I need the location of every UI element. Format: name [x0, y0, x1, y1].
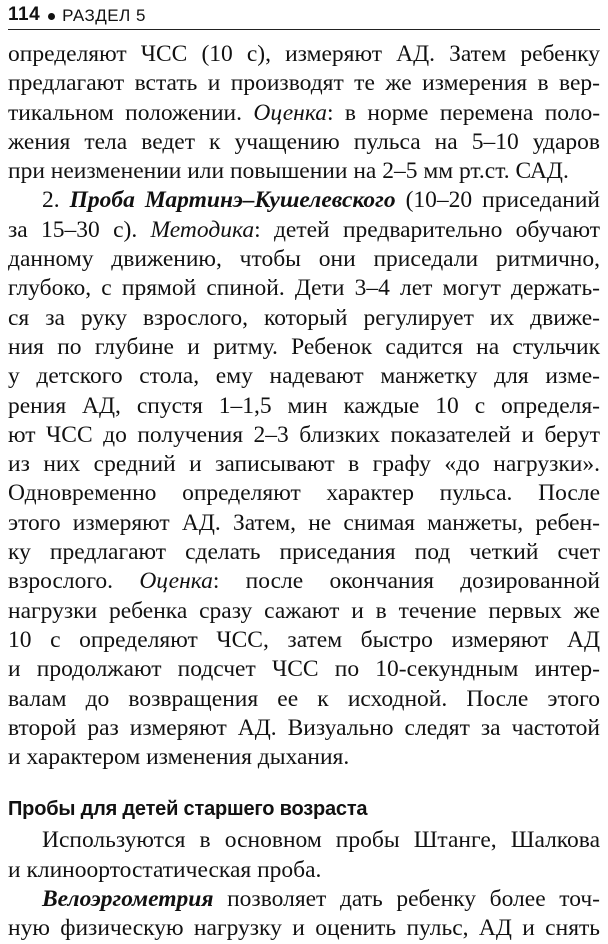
text-line: предлагают встать и производят те же измерения в вер- — [8, 70, 600, 97]
section-label: РАЗДЕЛ 5 — [62, 6, 146, 25]
page-header — [8, 6, 600, 30]
test-title: Проба Мартинэ–Кушелевского — [69, 187, 396, 214]
text-line: тикальном положении. Оценка: в норме перемена поло- — [8, 99, 601, 126]
text-line: определяют ЧСС (10 с), измеряют АД. Затем ребенку — [8, 41, 600, 67]
text-line: и продолжают подсчет ЧСС по 10-секундным интер- — [8, 656, 600, 683]
text-line: 2. Проба Мартинэ–Кушелевского (10–20 приседаний — [42, 187, 600, 214]
text-line: ку предлагают сделать приседания под четкий счет — [8, 539, 600, 566]
text-line: жения тела ведет к учащению пульса на 5–10 ударов — [8, 128, 600, 155]
text-line: валам до возвращения ее к исходной. После этого — [8, 685, 600, 712]
section-heading: Пробы для детей старшего возраста — [8, 798, 368, 821]
text-line: ную физическую нагрузку и оценить пульс, АД и снять — [8, 915, 600, 942]
term-veloergometriya: Велоэргометрия — [42, 886, 214, 913]
text-line: за 15–30 с). Методика: детей предварительно обучают — [8, 216, 600, 243]
text-line: нагрузки ребенка сразу сажают и в течение первых же — [8, 597, 600, 624]
text-line: глубоко, с прямой спиной. Дети 3–4 лет могут держать- — [8, 275, 600, 302]
text-line: ния по глубине и ритму. Ребенок садится на стульчик — [8, 333, 600, 360]
text-line: ют ЧСС до получения 2–3 близких показателей и берут — [8, 421, 600, 448]
page-body — [8, 40, 600, 944]
term-ocenka: Оценка — [253, 99, 327, 126]
bullet-separator — [48, 13, 55, 20]
text-line: Используются в основном пробы Штанге, Шалкова — [42, 827, 600, 854]
text-line: у детского стола, ему надевают манжетку для изме- — [8, 363, 600, 390]
text-line: и характером изменения дыхания. — [8, 744, 350, 771]
text-line: из них средний и записывают в графу «до нагрузки». — [8, 451, 600, 478]
text-line: Одновременно определяют характер пульса. После — [8, 480, 600, 507]
term-metodika: Методика — [150, 216, 255, 243]
text-line: рения АД, спустя 1–1,5 мин каждые 10 с определя- — [8, 392, 600, 419]
text-line: данному движению, чтобы они приседали ритмично, — [8, 246, 600, 273]
text-line: этого измеряют АД. Затем, не снимая манжеты, ребен- — [8, 509, 600, 536]
term-ocenka: Оценка — [139, 568, 213, 595]
text-line: второй раз измеряют АД. Визуально следят за частотой — [8, 714, 600, 741]
text-line: Велоэргометрия позволяет дать ребенку более точ- — [42, 886, 600, 913]
text-line: ся за руку взрослого, который регулирует их движе- — [8, 304, 600, 331]
page-number: 114 — [8, 4, 41, 25]
text-line: 10 с определяют ЧСС, затем быстро измеряют АД — [8, 626, 600, 653]
text-line: при неизменении или повышении на 2–5 мм рт.ст. САД. — [8, 158, 569, 185]
text-line: взрослого. Оценка: после окончания дозированной — [8, 568, 600, 595]
text-line: и клиноортостатическая проба. — [8, 856, 322, 883]
